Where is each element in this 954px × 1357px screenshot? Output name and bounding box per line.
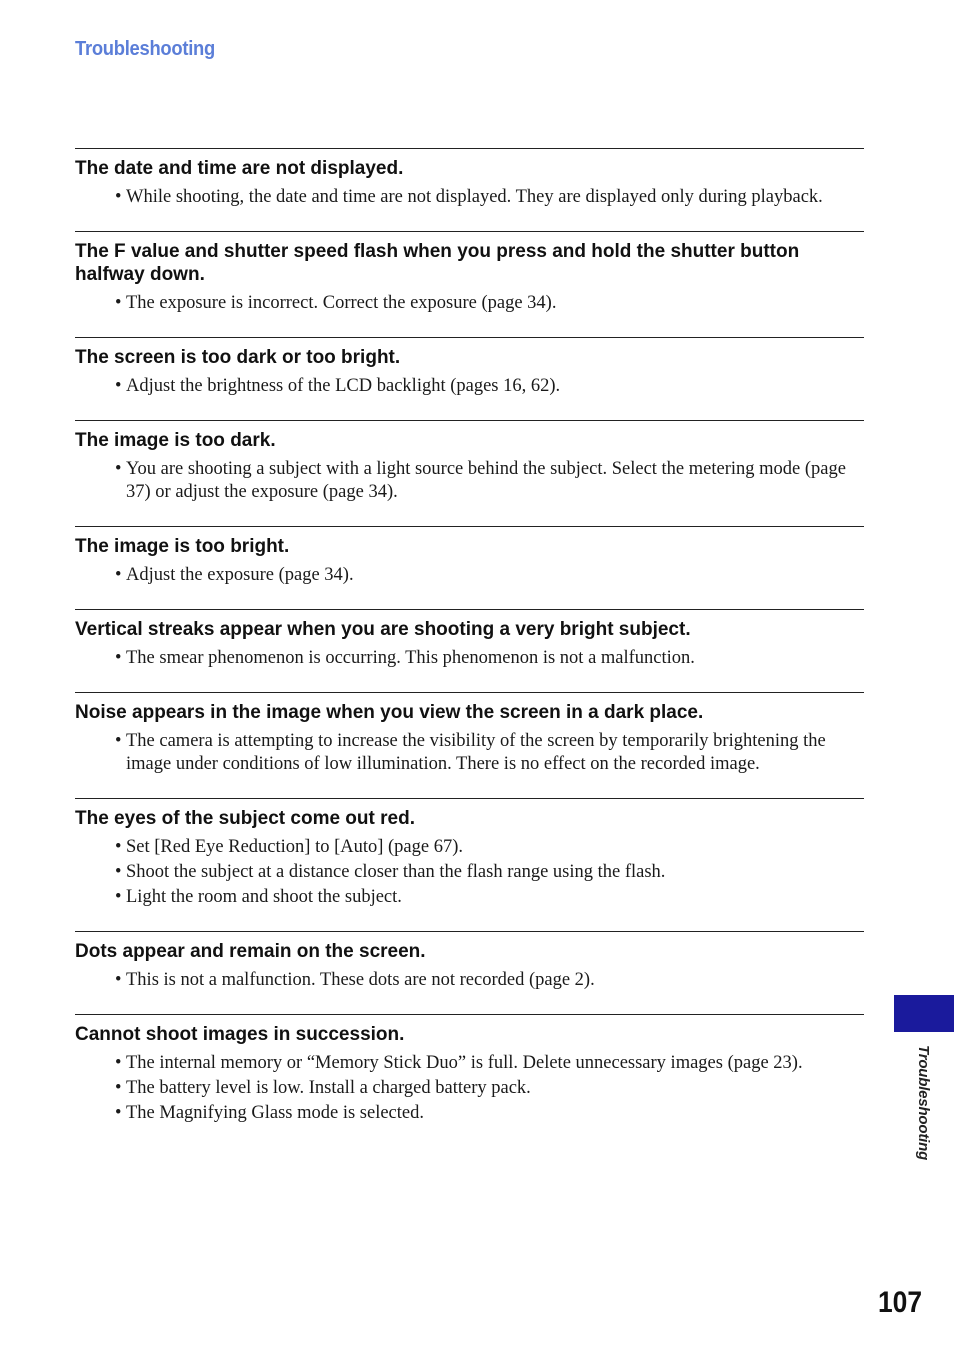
entry-title: The image is too bright. — [75, 536, 290, 557]
bullet-item: • Adjust the brightness of the LCD backlight (pages 16, 62). — [115, 375, 864, 398]
troubleshooting-entry — [75, 692, 864, 798]
bullet-list — [75, 647, 864, 670]
entry-title: Noise appears in the image when you view the screen in a dark place. — [75, 702, 704, 723]
troubleshooting-entry — [75, 526, 864, 609]
troubleshooting-entry — [75, 231, 864, 337]
bullet-item: • The battery level is low. Install a charged battery pack. — [115, 1077, 864, 1100]
entry-title: Dots appear and remain on the screen. — [75, 941, 426, 962]
troubleshooting-list — [75, 148, 864, 1147]
bullet-list — [75, 292, 864, 315]
bullet-item: • The exposure is incorrect. Correct the exposure (page 34). — [115, 292, 864, 315]
bullet-item: • While shooting, the date and time are not displayed. They are displayed only during playback. — [115, 186, 864, 209]
entry-title: The F value and shutter speed flash when you press and hold the shutter button halfway down. — [75, 241, 800, 285]
bullet-item: • Light the room and shoot the subject. — [115, 886, 864, 909]
section-header: Troubleshooting — [75, 38, 215, 60]
entry-title: The image is too dark. — [75, 430, 276, 451]
bullet-list — [75, 186, 864, 209]
bullet-list — [75, 564, 864, 587]
bullet-list — [75, 375, 864, 398]
troubleshooting-entry — [75, 148, 864, 231]
bullet-list — [75, 730, 864, 776]
troubleshooting-entry — [75, 420, 864, 526]
bullet-item: • You are shooting a subject with a light source behind the subject. Select the metering mode (page 37) or adjust the exposure (page 34). — [115, 458, 864, 504]
bullet-list — [75, 458, 864, 504]
entry-title: The eyes of the subject come out red. — [75, 808, 415, 829]
troubleshooting-entry — [75, 609, 864, 692]
bullet-list — [75, 969, 864, 992]
bullet-item: • Adjust the exposure (page 34). — [115, 564, 864, 587]
section-tab-marker — [894, 995, 954, 1032]
page-number: 107 — [878, 1286, 923, 1319]
entry-title: Cannot shoot images in succession. — [75, 1024, 405, 1045]
troubleshooting-entry — [75, 337, 864, 420]
bullet-list — [75, 1052, 864, 1125]
side-section-label: Troubleshooting — [915, 1045, 932, 1161]
entry-title: Vertical streaks appear when you are shooting a very bright subject. — [75, 619, 691, 640]
troubleshooting-entry — [75, 931, 864, 1014]
troubleshooting-entry — [75, 798, 864, 931]
bullet-item: • Shoot the subject at a distance closer than the flash range using the flash. — [115, 861, 864, 884]
troubleshooting-entry — [75, 1014, 864, 1147]
bullet-item: • The camera is attempting to increase the visibility of the screen by temporarily brightening the image under conditions of low illumination. There is no effect on the recorded image. — [115, 730, 864, 776]
bullet-item: • Set [Red Eye Reduction] to [Auto] (page 67). — [115, 836, 864, 859]
bullet-list — [75, 836, 864, 909]
bullet-item: • This is not a malfunction. These dots are not recorded (page 2). — [115, 969, 864, 992]
entry-title: The screen is too dark or too bright. — [75, 347, 401, 368]
bullet-item: • The smear phenomenon is occurring. This phenomenon is not a malfunction. — [115, 647, 864, 670]
bullet-item: • The Magnifying Glass mode is selected. — [115, 1102, 864, 1125]
entry-title: The date and time are not displayed. — [75, 158, 404, 179]
bullet-item: • The internal memory or “Memory Stick Duo” is full. Delete unnecessary images (page 23). — [115, 1052, 864, 1075]
